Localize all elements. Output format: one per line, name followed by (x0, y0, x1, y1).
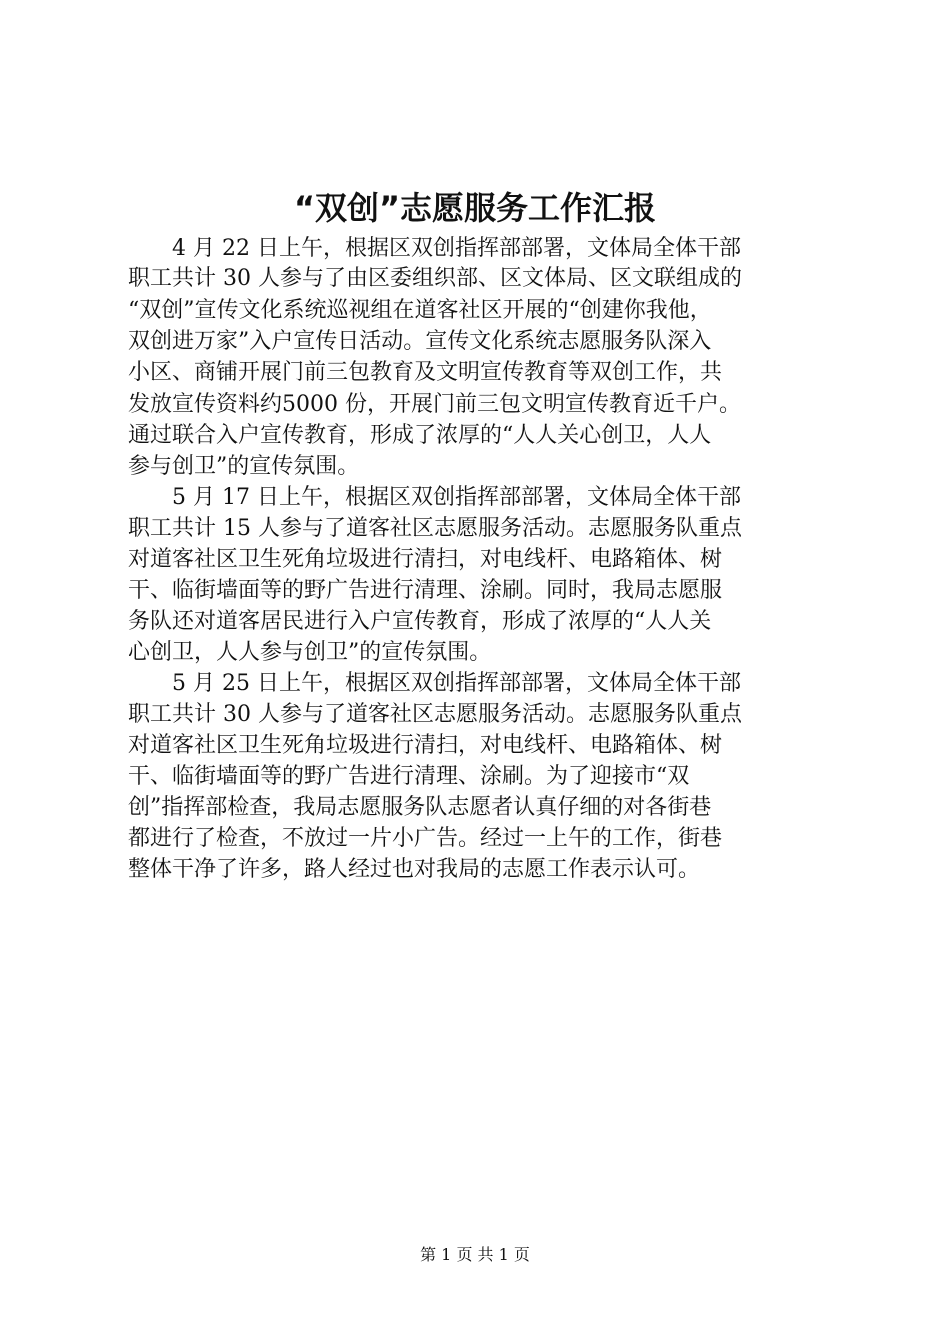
body-line-12: 干、临街墙面等的野广告进行清理、涂刷。同时，我局志愿服 (128, 578, 723, 603)
body-line-11: 对道客社区卫生死角垃圾进行清扫，对电线杆、电路箱体、树 (128, 547, 723, 572)
body-line-1: 4 月 22 日上午，根据区双创指挥部部署，文体局全体干部 (128, 236, 741, 261)
page-footer: 第 1 页 共 1 页 (420, 1245, 530, 1264)
body-line-10: 职工共计 15 人参与了道客社区志愿服务活动。志愿服务队重点 (128, 516, 742, 541)
body-line-3: “双创”宣传文化系统巡视组在道客社区开展的“创建你我他， (128, 298, 712, 323)
body-line-8: 参与创卫”的宣传氛围。 (128, 454, 360, 479)
body-line-19: 创”指挥部检查，我局志愿服务队志愿者认真仔细的对各街巷 (128, 795, 712, 820)
body-line-2: 职工共计 30 人参与了由区委组织部、区文体局、区文联组成的 (128, 266, 742, 291)
body-line-6: 发放宣传资料约5000 份，开展门前三包文明宣传教育近千户。 (128, 392, 741, 417)
body-line-16: 职工共计 30 人参与了道客社区志愿服务活动。志愿服务队重点 (128, 702, 742, 727)
body-line-15: 5 月 25 日上午，根据区双创指挥部部署，文体局全体干部 (128, 671, 741, 696)
body-line-7: 通过联合入户宣传教育，形成了浓厚的“人人关心创卫，人人 (128, 423, 712, 448)
body-line-13: 务队还对道客居民进行入户宣传教育，形成了浓厚的“人人关 (128, 609, 712, 634)
document-title: “双创”志愿服务工作汇报 (293, 189, 657, 227)
body-line-17: 对道客社区卫生死角垃圾进行清扫，对电线杆、电路箱体、树 (128, 733, 723, 758)
body-line-18: 干、临街墙面等的野广告进行清理、涂刷。为了迎接市“双 (128, 764, 690, 789)
body-line-4: 双创进万家”入户宣传日活动。宣传文化系统志愿服务队深入 (128, 329, 712, 354)
body-line-21: 整体干净了许多，路人经过也对我局的志愿工作表示认可。 (128, 857, 701, 882)
body-line-5: 小区、商铺开展门前三包教育及文明宣传教育等双创工作，共 (128, 360, 723, 385)
body-line-14: 心创卫，人人参与创卫”的宣传氛围。 (128, 640, 492, 665)
body-line-9: 5 月 17 日上午，根据区双创指挥部部署，文体局全体干部 (128, 485, 741, 510)
body-line-20: 都进行了检查，不放过一片小广告。经过一上午的工作，街巷 (128, 826, 723, 851)
